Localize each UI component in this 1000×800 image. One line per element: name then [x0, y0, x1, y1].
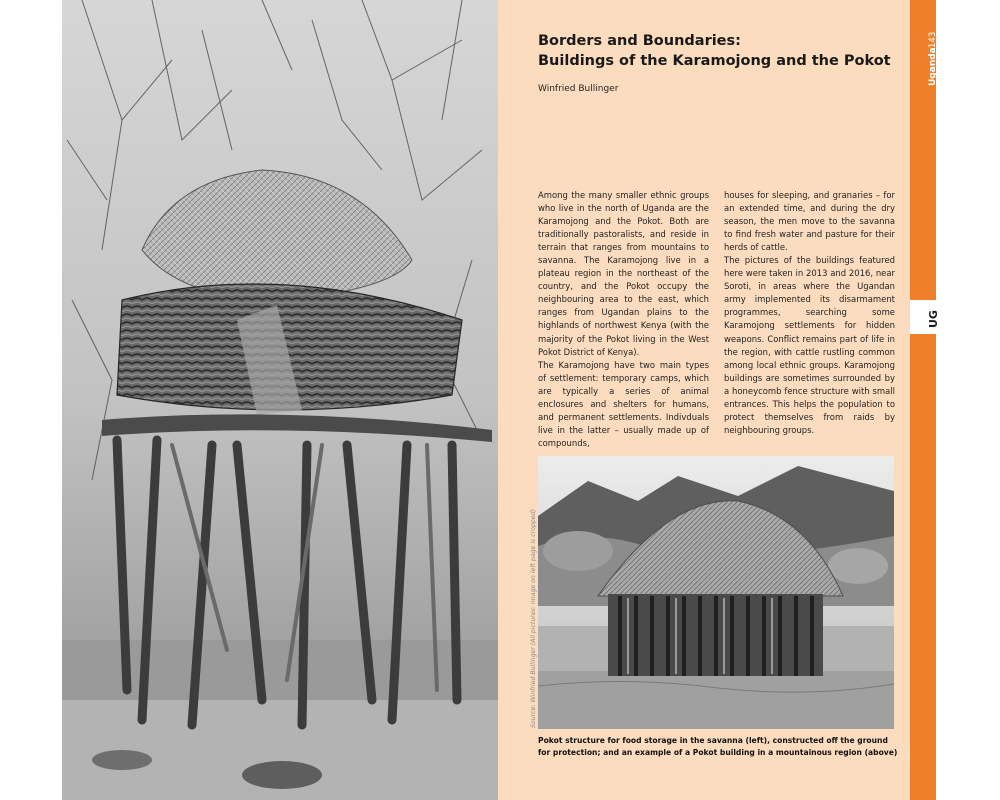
body-column-1	[538, 189, 709, 450]
article-title-line-2: Buildings of the Karamojong and the Pokot	[538, 53, 891, 69]
page-number: 143	[928, 31, 938, 48]
chapter-side-strip	[910, 0, 936, 800]
thumb-tab-code: UG	[927, 310, 940, 328]
body-paragraph: The pictures of the buildings featured here were taken in 2013 and 2016, near Soroti, in areas where the Ugandan army implemented its disarmament programmes, searching some Karamojong settlements for hidden weapons. Conflict remains part of life in the region, with cattle rustling common among local ethnic groups. Karamojong buildings are sometimes surrounded by a honeycomb fence structure with small entrances. This helps the population to protect themselves from raids by neighbouring groups.	[724, 255, 895, 435]
article-title	[538, 31, 898, 71]
article-title-line-1: Borders and Boundaries:	[538, 33, 741, 49]
photo-caption	[538, 735, 898, 759]
running-head-country: Uganda	[928, 47, 938, 86]
body-paragraph: Among the many smaller ethnic groups who live in the north of Uganda are the Karamojong and the Pokot. Both are traditionally pastoralists, and reside in terrain that ranges from mountains to savanna. The Karamojong live in a plateau region in the northeast of the country, and the Pokot occupy the neighbouring area to the east, which ranges from Ugandan plains to the highlands of northwest Kenya (with the majority of the Pokot living in the West Pokot District of Kenya).	[538, 190, 709, 357]
photo-credit: Source: Winfried Bullinger (All pictures: image on left page is cropped)	[530, 509, 537, 728]
body-paragraph: The Karamojong have two main types of settlement: temporary camps, which are typically a series of animal enclosures and shelters for humans, and permanent settlements. Indivduals live in the latter – usually made up of compounds,	[538, 359, 709, 448]
author-name: Winfried Bullinger	[538, 84, 619, 94]
body-column-2	[724, 189, 895, 437]
granary-photo	[62, 0, 498, 800]
body-paragraph: houses for sleeping, and granaries – for an extended time, and during the dry season, the men move to the savanna to find fresh water and pasture for their herds of cattle.	[724, 190, 895, 253]
caption-line-2: for protection; and an example of a Pokot building in a mountainous region (above)	[538, 748, 898, 757]
pokot-hut-photo	[538, 456, 894, 729]
caption-line-1: Pokot structure for food storage in the savanna (left), constructed off the ground	[538, 736, 888, 745]
